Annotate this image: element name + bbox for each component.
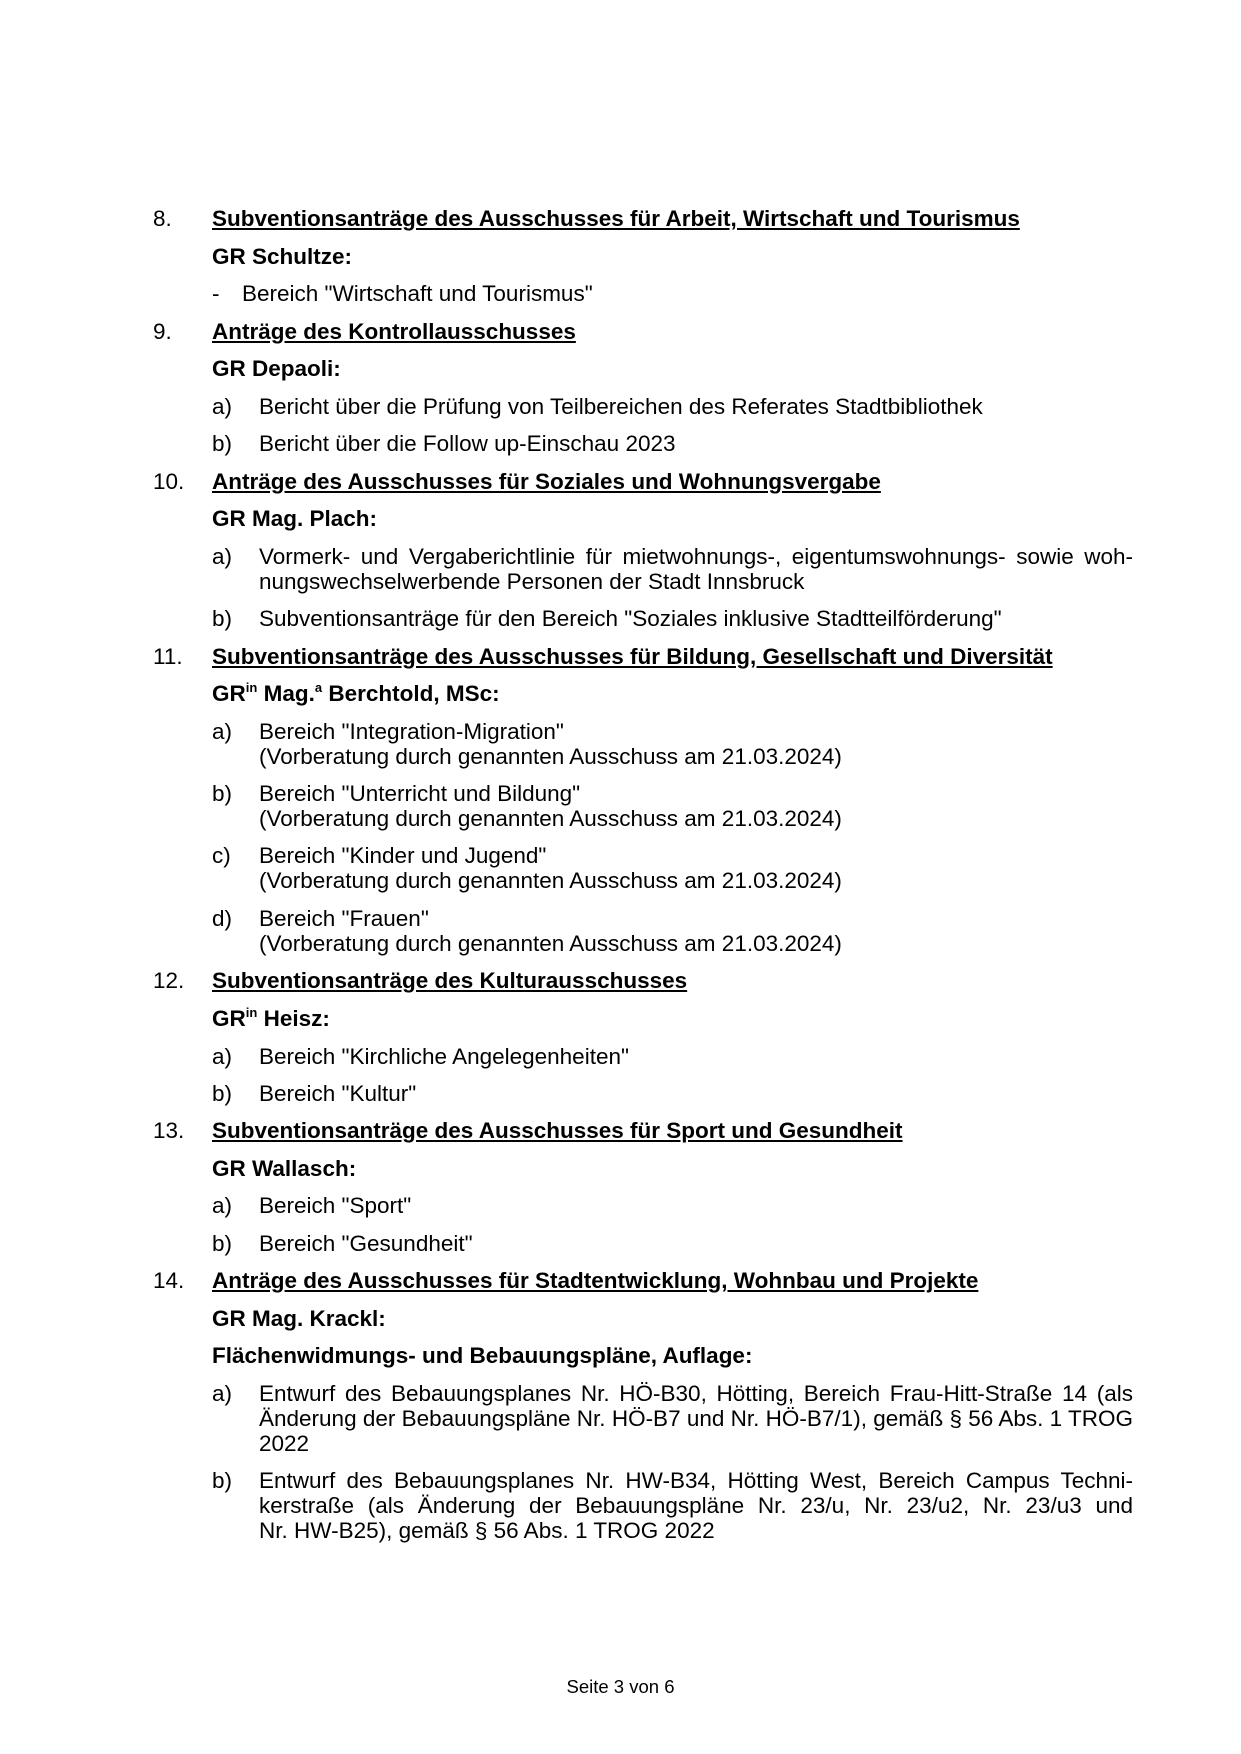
list-item-text: Bereich "Integration-Migration" (Vorberatung durch genannten Ausschuss am 21.03.2024) [259, 719, 842, 769]
list-marker: a) [212, 1381, 233, 1406]
list-item-text: Subventionsanträge für den Bereich "Soziales inklusive Stadtteilförderung" [259, 606, 1002, 631]
item-heading: Subventionsanträge des Kulturausschusses [212, 968, 688, 993]
list-marker: a) [212, 719, 233, 744]
item-heading: Subventionsanträge des Ausschusses für Arbeit, Wirtschaft und Tourismus [212, 206, 1020, 231]
item-heading: Subventionsanträge des Ausschusses für Bildung, Gesellschaft und Diversität [212, 644, 1053, 669]
page-footer: Seite 3 von 6 [566, 1676, 675, 1697]
rapporteur: GR Mag. Plach: [212, 506, 378, 531]
list-marker: c) [212, 843, 231, 868]
rapporteur: $GR^{in}$ Heisz: [212, 1005, 330, 1031]
list-marker: b) [212, 781, 233, 806]
item-heading: Anträge des Ausschusses für Soziales und Wohnungsvergabe [212, 469, 881, 494]
list-marker: a) [212, 544, 233, 569]
list-item-text: Bereich "Frauen" (Vorberatung durch genannten Ausschuss am 21.03.2024) [259, 906, 842, 956]
list-marker: b) [212, 1231, 233, 1256]
item-number: 14. [153, 1268, 185, 1293]
item-heading: Subventionsanträge des Ausschusses für Sport und Gesundheit [212, 1118, 903, 1143]
rapporteur: GR Wallasch: [212, 1156, 357, 1181]
list-marker: a) [212, 394, 233, 419]
list-item-text: Bereich "Sport" [259, 1193, 412, 1218]
subheading: Flächenwidmungs- und Bebauungspläne, Auflage: [212, 1343, 753, 1368]
list-marker: b) [212, 1081, 233, 1106]
list-item-text: Bereich "Kinder und Jugend" (Vorberatung durch genannten Ausschuss am 21.03.2024) [259, 843, 842, 893]
list-item-text: Entwurf des Bebauungsplanes Nr. HW-B34, Hötting West, Bereich Campus Techni- kerstraße (als Änderung der Bebauungspläne Nr. 23/u, Nr. 23/u2, Nr. 23/u3 und Nr. HW-B25), gemäß § 56 Abs. 1 TROG 2022 [259, 1468, 1133, 1543]
item-number: 13. [153, 1118, 185, 1143]
list-item-text: Bereich "Wirtschaft und Tourismus" [242, 281, 593, 306]
rapporteur: GR Mag. Krackl: [212, 1306, 386, 1331]
list-marker: a) [212, 1193, 233, 1218]
item-number: 9. [153, 319, 172, 344]
rapporteur: $GR^{in}$ Mag.$^a$ Berchtold, MSc: [212, 680, 500, 706]
list-marker: b) [212, 431, 233, 456]
list-marker: b) [212, 606, 233, 631]
list-item-text: Bericht über die Prüfung von Teilbereichen des Referates Stadtbibliothek [259, 394, 983, 419]
item-number: 12. [153, 968, 185, 993]
list-item-text: Bereich "Unterricht und Bildung" (Vorberatung durch genannten Ausschuss am 21.03.2024) [259, 781, 842, 831]
rapporteur: GR Depaoli: [212, 356, 341, 381]
list-item-text: Bereich "Kultur" [259, 1081, 417, 1106]
item-number: 11. [153, 644, 183, 669]
list-marker: d) [212, 906, 233, 931]
item-number: 8. [153, 206, 172, 231]
list-item-text: Entwurf des Bebauungsplanes Nr. HÖ-B30, Hötting, Bereich Frau-Hitt-Straße 14 (als Änderung der Bebauungspläne Nr. HÖ-B7 und Nr. HÖ-B7/1), gemäß § 56 Abs. 1 TROG 2022 [259, 1381, 1133, 1456]
list-item-text: Bereich "Gesundheit" [259, 1231, 473, 1256]
list-item-text: Bericht über die Follow up-Einschau 2023 [259, 431, 676, 456]
list-item-text: Bereich "Kirchliche Angelegenheiten" [259, 1044, 629, 1069]
item-number: 10. [153, 469, 185, 494]
list-marker: b) [212, 1468, 233, 1493]
list-item-text: Vormerk- und Vergaberichtlinie für mietwohnungs-, eigentumswohnungs- sowie woh- nungswechselwerbende Personen der Stadt Innsbruck [259, 544, 1133, 594]
list-marker: - [212, 281, 220, 306]
item-heading: Anträge des Kontrollausschusses [212, 319, 576, 344]
rapporteur: GR Schultze: [212, 244, 353, 269]
item-heading: Anträge des Ausschusses für Stadtentwicklung, Wohnbau und Projekte [212, 1268, 979, 1293]
list-marker: a) [212, 1044, 233, 1069]
